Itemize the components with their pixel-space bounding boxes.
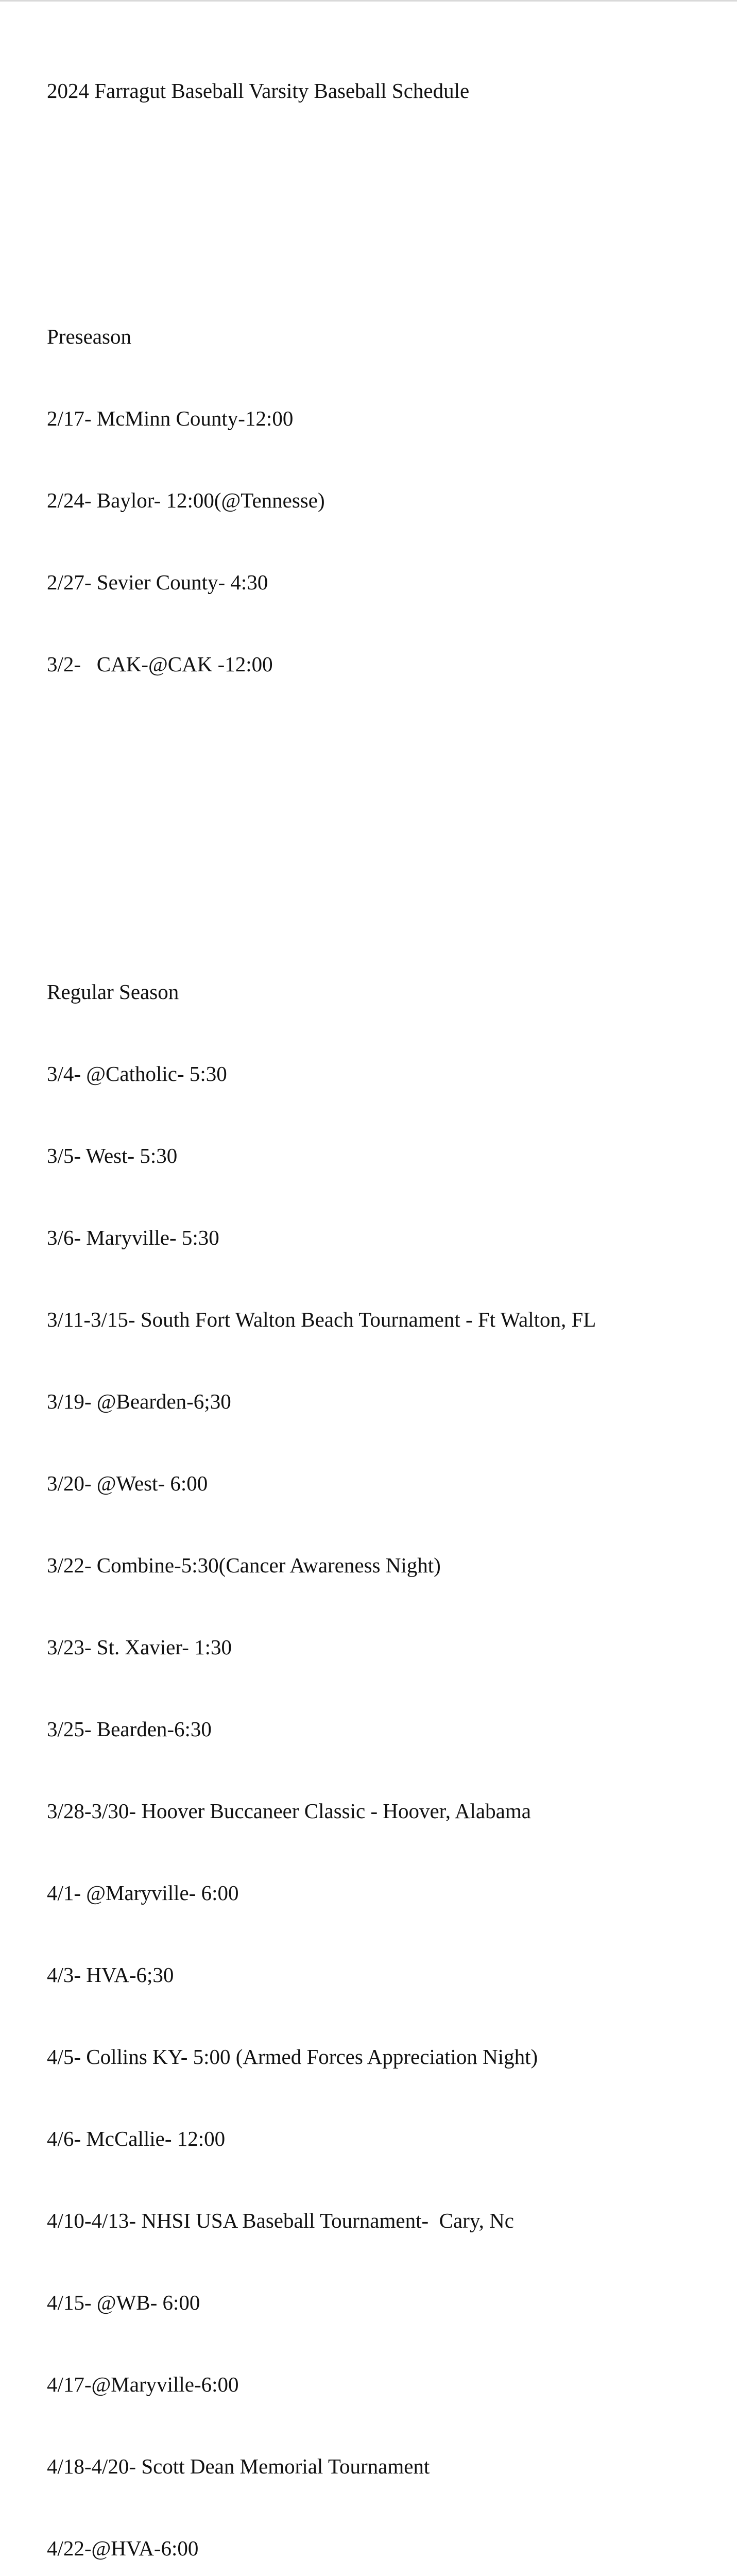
schedule-line: 3/19- @Bearden-6;30 [47,1389,231,1413]
regular-season-section [47,924,727,2576]
schedule-line: 4/6- McCallie- 12:00 [47,2127,226,2150]
schedule-line: 4/10-4/13- NHSI USA Baseball Tournament- Cary, Nc [47,2209,514,2232]
preseason-section [47,268,727,733]
top-divider [0,0,737,2]
schedule-line: 3/2- CAK-@CAK -12:00 [47,652,273,676]
schedule-line: 3/20- @West- 6:00 [47,1471,208,1495]
schedule-line: 4/15- @WB- 6:00 [47,2291,200,2314]
regular-season-heading: Regular Season [47,980,179,1004]
schedule-line: 3/6- Maryville- 5:30 [47,1226,219,1249]
schedule-line: 3/25- Bearden-6:30 [47,1717,212,1741]
schedule-line: 4/17-@Maryville-6:00 [47,2372,239,2396]
schedule-line: 4/22-@HVA-6:00 [47,2536,199,2560]
preseason-heading: Preseason [47,325,131,348]
schedule-line: 3/23- St. Xavier- 1:30 [47,1635,232,1659]
schedule-line: 4/18-4/20- Scott Dean Memorial Tournament [47,2454,430,2478]
schedule-line: 3/4- @Catholic- 5:30 [47,1062,227,1086]
schedule-line: 2/24- Baylor- 12:00(@Tennesse) [47,488,325,512]
schedule-line: 3/11-3/15- South Fort Walton Beach Tournament - Ft Walton, FL [47,1308,596,1331]
schedule-line: 2/17- McMinn County-12:00 [47,406,294,430]
schedule-line: 4/3- HVA-6;30 [47,1963,174,1987]
schedule-line: 4/5- Collins KY- 5:00 (Armed Forces Appreciation Night) [47,2045,538,2069]
schedule-line: 3/28-3/30- Hoover Buccaneer Classic - Hoover, Alabama [47,1799,531,1823]
document-title: 2024 Farragut Baseball Varsity Baseball Schedule [47,79,470,103]
schedule-line: 3/5- West- 5:30 [47,1144,178,1167]
schedule-line: 3/22- Combine-5:30(Cancer Awareness Night) [47,1553,441,1577]
schedule-document [47,23,727,2576]
spacer [47,159,727,187]
schedule-line: 4/1- @Maryville- 6:00 [47,1881,239,1905]
spacer [47,815,727,842]
schedule-line: 2/27- Sevier County- 4:30 [47,570,268,594]
